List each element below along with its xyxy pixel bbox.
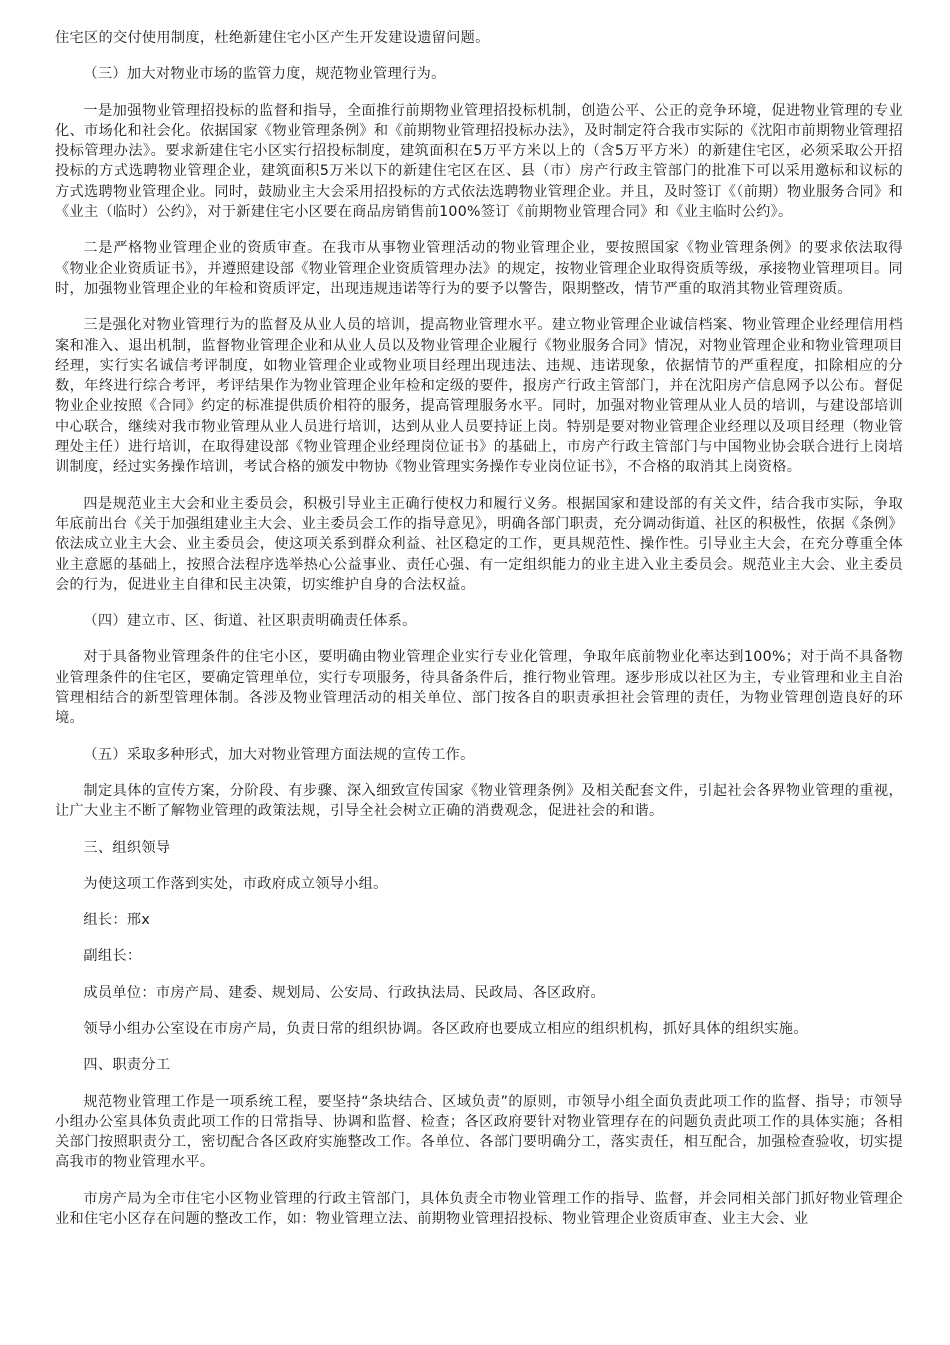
paragraph-continuation: 住宅区的交付使用制度，杜绝新建住宅小区产生开发建设遗留问题。 [55, 30, 490, 46]
paragraph-training: 三是强化对物业管理行为的监督及从业人员的培训，提高物业管理水平。建立物业管理企业诚信档案、物业管理企业经理信用档案和准入、退出机制，监督物业管理企业和从业人员以及物业管理企业履行《物业服务合同》情况，对物业管理企业和物业管理项目经理，实行实名诚信考评制度，如物业管理企业或物业项目经理出现违法、违规、违诺现象，依据情节的严重程度，扣除相应的分数，年终进行综合考评，考评结果作为物业管理企业年检和定级的要件，报房产行政主管部门，并在沈阳房产信息网予以公布。督促物业企业按照《合同》约定的标准提供质价相符的服务，提高管理服务水平。同时，加强对物业管理从业人员的培训，与建设部培训中心联合，继续对我市物业管理从业人员进行培训，达到从业人员要持证上岗。特别是要对物业管理企业经理以及项目经理（物业管理处主任）进行培训，在取得建设部《物业管理企业经理岗位证书》的基础上，市房产行政主管部门与中国物业协会联合进行上岗培训制度，经过实务操作培训，考试合格的颁发中物协《物业管理实务操作专业岗位证书》，不合格的取消其上岗资格。 [55, 317, 903, 476]
group-leader: 组长：邢x [83, 912, 151, 929]
heading-organization: 三、组织领导 [83, 839, 171, 856]
section-heading-5: （五）采取多种形式，加大对物业管理方面法规的宣传工作。 [83, 746, 475, 763]
deputy-leader: 副组长： [83, 948, 142, 965]
document-body [55, 28, 903, 1245]
paragraph-office: 领导小组办公室设在市房产局，负责日常的组织协调。各区政府也要成立相应的组织机构，抓好具体的组织实施。 [83, 1020, 808, 1037]
paragraph-publicity: 制定具体的宣传方案，分阶段、有步骤、深入细致宣传国家《物业管理条例》及相关配套文件，引起社会各界物业管理的重视，让广大业主不断了解物业管理的政策法规，引导全社会树立正确的消费观念，促进社会的和谐。 [55, 782, 903, 820]
paragraph-responsibility: 对于具备物业管理条件的住宅小区，要明确由物业管理企业实行专业化管理，争取年底前物业化率达到100%；对于尚不具备物业管理条件的住宅区，要确定管理单位，实行专项服务，待具备条件后，推行物业管理。逐步形成以社区为主，专业管理和业主自治管理相结合的新型管理体制。各涉及物业管理活动的相关单位、部门按各自的职责承担社会管理的责任，为物业管理创造良好的环境。 [55, 649, 903, 727]
heading-duties: 四、职责分工 [83, 1057, 171, 1074]
paragraph-owners-committee: 四是规范业主大会和业主委员会，积极引导业主正确行使权力和履行义务。根据国家和建设部的有关文件，结合我市实际，争取年底前出台《关于加强组建业主大会、业主委员会工作的指导意见》，明确各部门职责，充分调动街道、社区的积极性，依据《条例》依法成立业主大会、业主委员会，使这项关系到群众利益、社区稳定的工作，更具规范性、操作性。引导业主大会，在充分尊重全体业主意愿的基础上，按照合法程序选举热心公益事业、责任心强、有一定组织能力的业主进入业主委员会。规范业主大会、业主委员会的行为，促进业主自律和民主决策，切实维护自身的合法权益。 [55, 495, 903, 593]
paragraph-housing-bureau: 市房产局为全市住宅小区物业管理的行政主管部门，具体负责全市物业管理工作的指导、监督，并会同相关部门抓好物业管理企业和住宅小区存在问题的整改工作，如：物业管理立法、前期物业管理招投标、物业管理企业资质审查、业主大会、业 [55, 1190, 903, 1228]
paragraph-bidding: 一是加强物业管理招投标的监督和指导，全面推行前期物业管理招投标机制，创造公平、公正的竞争环境，促进物业管理的专业化、市场化和社会化。依据国家《物业管理条例》和《前期物业管理招投标办法》，及时制定符合我市实际的《沈阳市前期物业管理招投标管理办法》。要求新建住宅小区实行招投标制度，建筑面积在5万平方米以上的（含5万平方米）的新建住宅区，必须采取公开招投标的方式选聘物业管理企业，建筑面积5万米以下的新建住宅区在区、县（市）房产行政主管部门的批准下可以采用邀标和议标的方式选聘物业管理企业。同时，鼓励业主大会采用招投标的方式依法选聘物业管理企业。并且，及时签订《（前期）物业服务合同》和《业主（临时）公约》，对于新建住宅小区要在商品房销售前100%签订《前期物业管理合同》和《业主临时公约》。 [55, 102, 903, 221]
paragraph-qualification: 二是严格物业管理企业的资质审查。在我市从事物业管理活动的物业管理企业，要按照国家《物业管理条例》的要求依法取得《物业企业资质证书》，并遵照建设部《物业管理企业资质管理办法》的规定，按物业管理企业取得资质等级，承接物业管理项目。同时，加强物业管理企业的年检和资质评定，出现违规违诺等行为的要予以警告，限期整改，情节严重的取消其物业管理资质。 [55, 240, 903, 297]
paragraph-system-engineering: 规范物业管理工作是一项系统工程，要坚持“条块结合、区域负责”的原则，市领导小组全面负责此项工作的监督、指导；市领导小组办公室具体负责此项工作的日常指导、协调和监督、检查；各区政府要针对物业管理存在的问题负责此项工作的具体实施；各相关部门按照职责分工，密切配合各区政府实施整改工作。各单位、各部门要明确分工，落实责任，相互配合，加强检查验收，切实提高我市的物业管理水平。 [55, 1093, 903, 1171]
member-units: 成员单位：市房产局、建委、规划局、公安局、行政执法局、民政局、各区政府。 [83, 984, 605, 1001]
paragraph-leading-group: 为使这项工作落到实处，市政府成立领导小组。 [83, 875, 388, 892]
section-heading-3: （三）加大对物业市场的监管力度，规范物业管理行为。 [83, 66, 446, 83]
section-heading-4: （四）建立市、区、街道、社区职责明确责任体系。 [83, 613, 417, 630]
